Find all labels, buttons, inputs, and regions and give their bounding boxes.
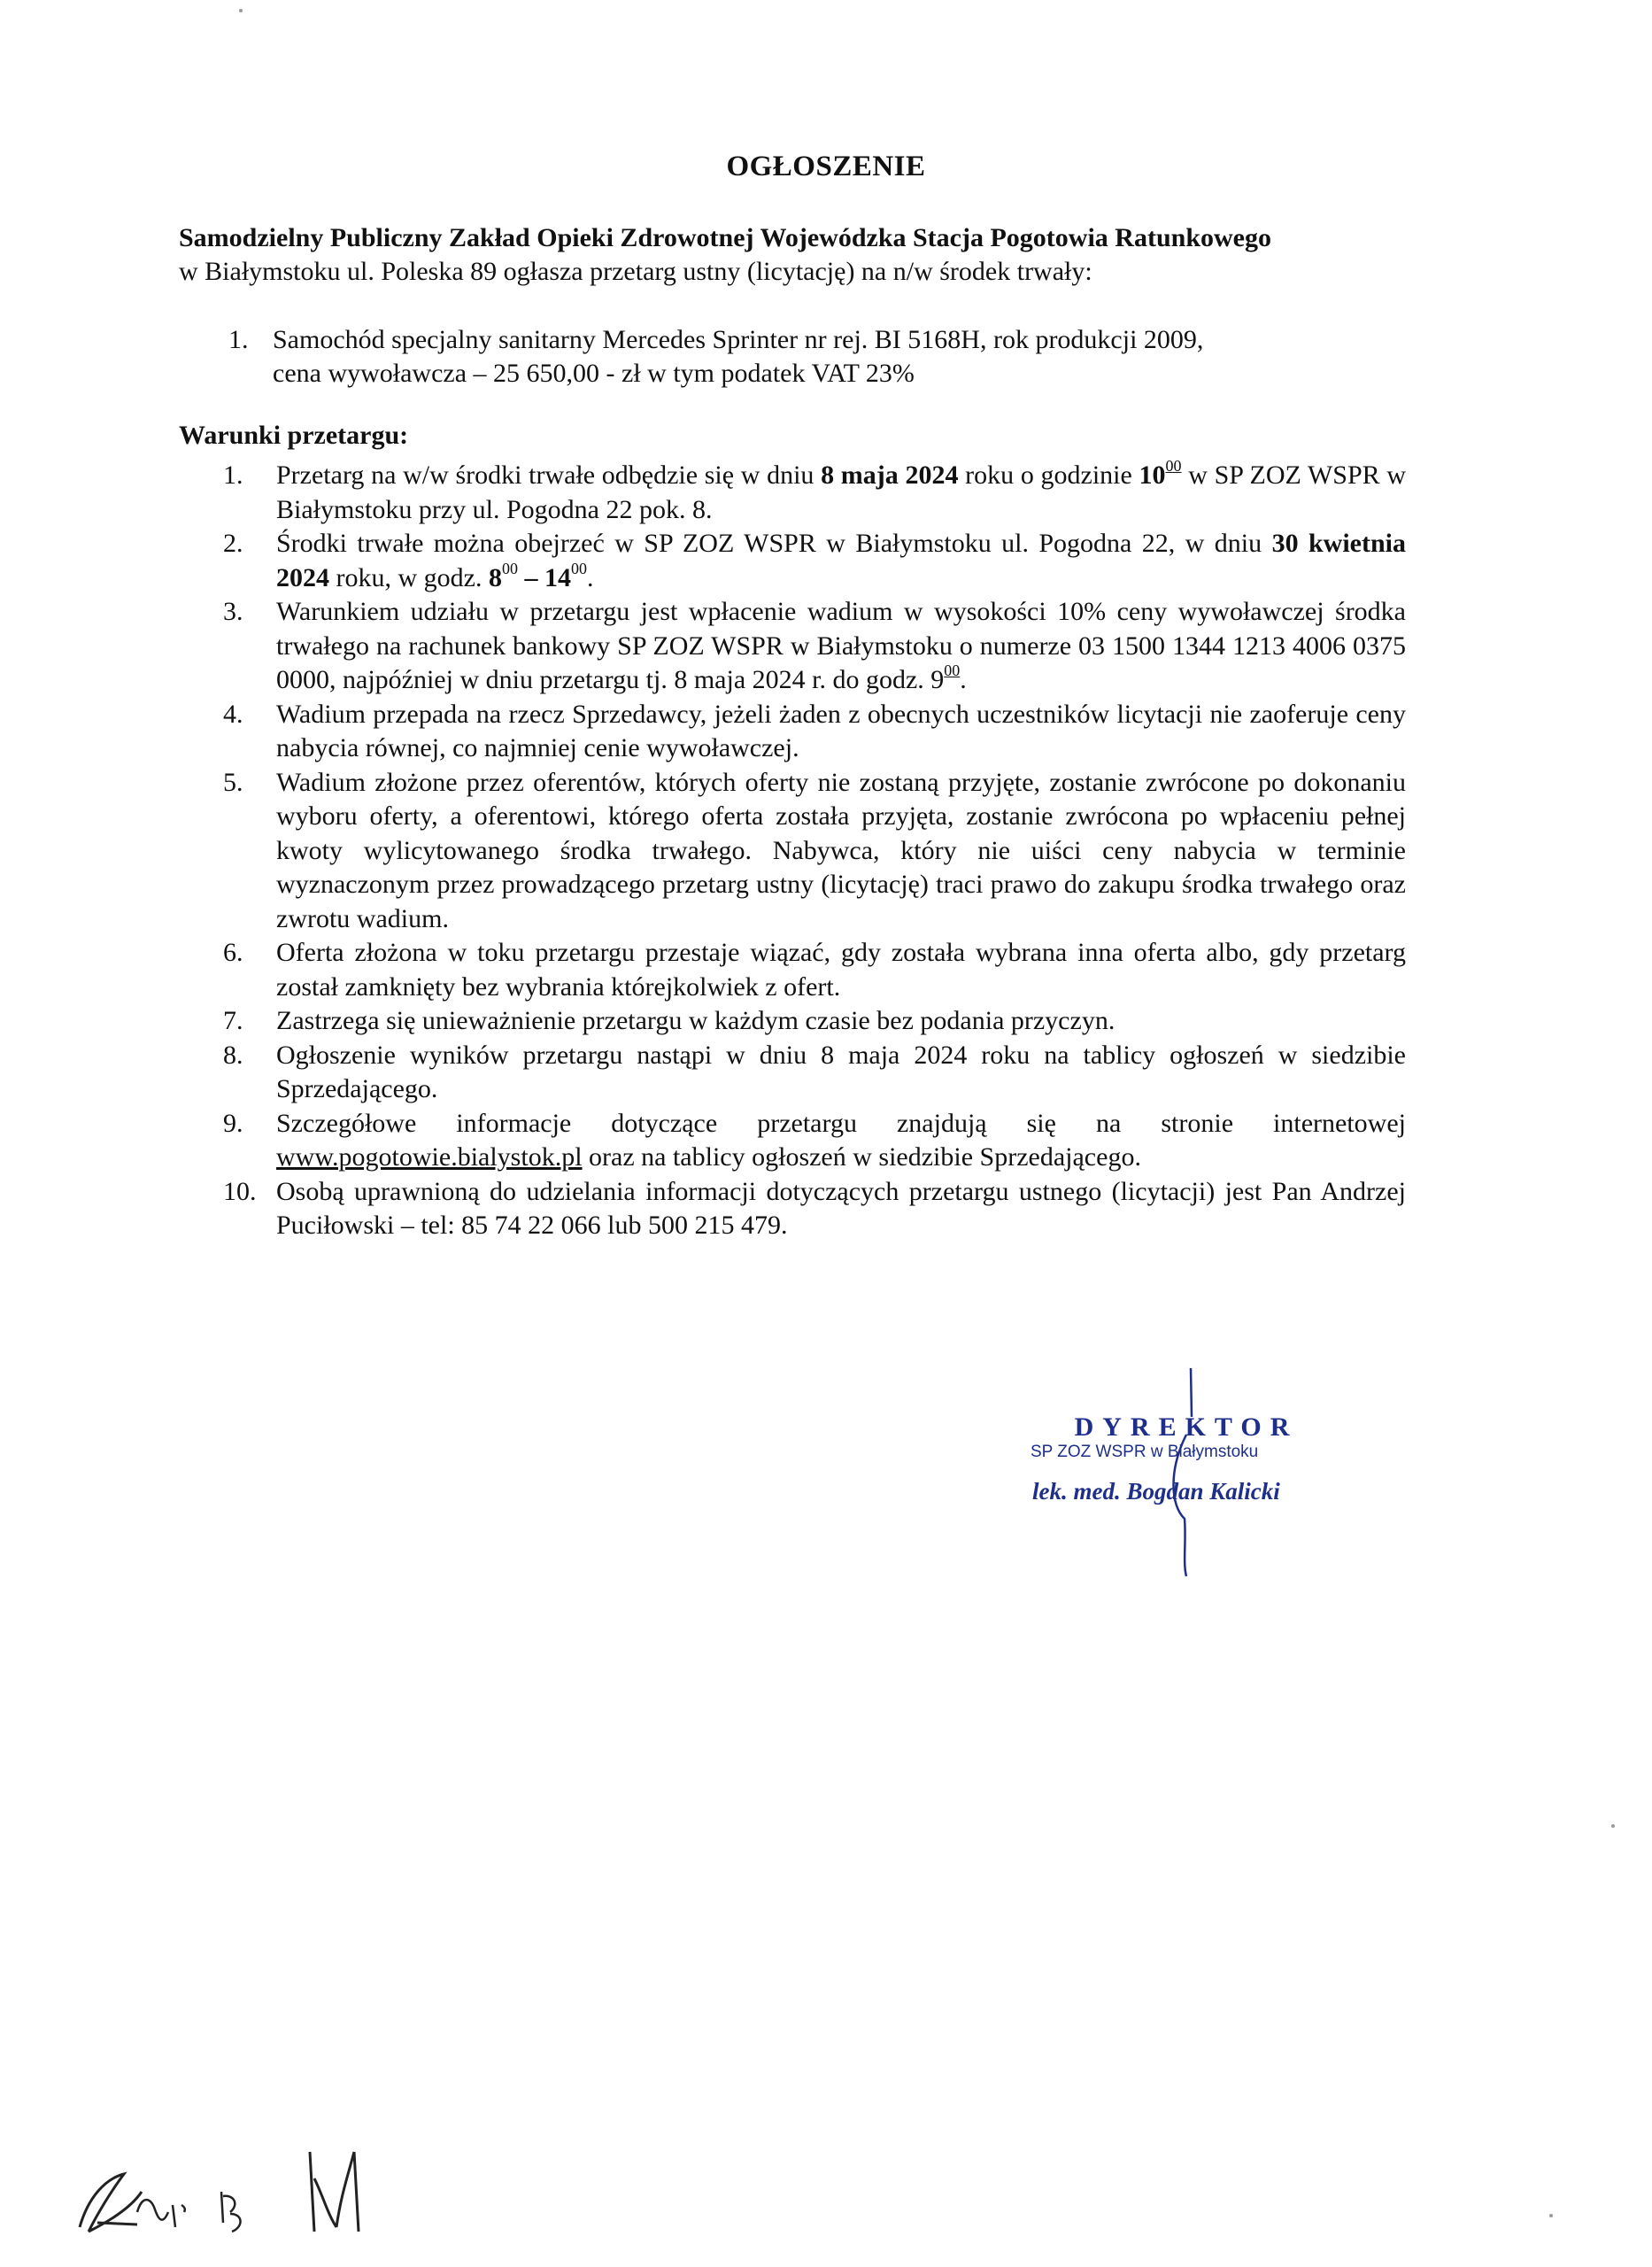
intro-paragraph — [179, 221, 1401, 289]
list-item — [228, 323, 1397, 391]
document-title: OGŁOSZENIE — [726, 151, 926, 182]
condition-number: 6. — [223, 938, 243, 967]
condition-number: 7. — [223, 1006, 243, 1035]
item-line: cena wywoławcza – 25 650,00 - zł w tym podatek VAT 23% — [273, 359, 915, 388]
condition-number: 5. — [223, 767, 243, 797]
condition-text: Warunkiem udziału w przetargu jest wpłacenie wadium w wysokości 10% ceny wywoławczej środka trwałego na rachunek bankowy SP ZOZ WSPR w Białymstoku o numerze 03 1500 1344 1213 4006 0375 0000, najpóźniej w dniu przetargu tj. 8 maja 2024 r. do godz. $9^{00}$. — [276, 597, 1406, 694]
condition-number: 9. — [223, 1108, 243, 1138]
items-list — [228, 323, 1397, 391]
list-item — [223, 766, 1406, 937]
conditions-list — [223, 459, 1406, 1243]
organization-name: Samodzielny Publiczny Zakład Opieki Zdrowotnej Wojewódzka Stacja Pogotowia Ratunkowego — [179, 223, 1271, 252]
stamp-name: lek. med. Bogdan Kalicki — [1032, 1478, 1280, 1505]
stamp-unit: SP ZOZ WSPR w Białymstoku — [1031, 1443, 1259, 1461]
condition-text: Wadium przepada na rzecz Sprzedawcy, jeżeli żaden z obecnych uczestników licytacji nie zaoferuje ceny nabycia równej, co najmniej cenie wywoławczej. — [276, 699, 1406, 762]
condition-text: Wadium złożone przez oferentów, których oferty nie zostaną przyjęte, zostanie zwrócone po dokonaniu wyboru oferty, a oferentowi, którego oferta została przyjęta, zostanie zwrócona po wpłaceniu pełnej kwoty wylicytowanego środka trwałego. Nabywca, który nie uiści ceny nabycia w terminie wyznaczonym przez prowadzącego przetarg ustny (licytację) traci prawo do zakupu środka trwałego oraz zwrotu wadium. — [276, 767, 1406, 933]
condition-text: Zastrzega się unieważnienie przetargu w każdym czasie bez podania przyczyn. — [276, 1006, 1115, 1035]
item-text — [273, 323, 1397, 391]
condition-number: 4. — [223, 699, 243, 729]
signature-stroke — [1160, 1364, 1213, 1585]
scan-speck — [1549, 2214, 1553, 2217]
condition-text: Środki trwałe można obejrzeć w SP ZOZ WSPR w Białymstoku ul. Pogodna 22, w dniu 30 kwietnia 2024 roku, w godz. $8^{00} - 14^{00}$. — [276, 529, 1406, 592]
condition-text: Oferta złożona w toku przetargu przestaje wiązać, gdy została wybrana inna oferta albo, gdy przetarg został zamknięty bez wybrania którejkolwiek z ofert. — [276, 938, 1406, 1002]
intro-text: w Białymstoku ul. Poleska 89 ogłasza przetarg ustny (licytację) na n/w środek trwały: — [179, 257, 1092, 286]
condition-text: Przetarg na w/w środki trwałe odbędzie się w dniu 8 maja 2024 roku o godzinie $10^{00}$ w SP ZOZ WSPR w Białymstoku przy ul. Pogodna 22 pok. 8. — [276, 457, 1407, 524]
scan-speck — [1611, 1824, 1615, 1828]
condition-text: Szczegółowe informacje dotyczące przetargu znajdują się na stronie internetowej www.pogotowie.bialystok.pl oraz na tablicy ogłoszeń w siedzibie Sprzedającego. — [276, 1108, 1406, 1172]
condition-number: 1. — [223, 460, 243, 490]
list-item — [223, 936, 1406, 1004]
stamp-title: DYREKTOR — [1074, 1412, 1299, 1442]
item-number: 1. — [228, 325, 249, 354]
condition-number: 8. — [223, 1040, 243, 1070]
handwritten-initials — [71, 2143, 425, 2249]
list-item — [223, 1039, 1406, 1107]
conditions-heading: Warunki przetargu: — [179, 421, 409, 450]
list-item — [223, 1175, 1406, 1243]
list-item — [223, 698, 1406, 766]
website-link[interactable]: www.pogotowie.bialystok.pl — [276, 1142, 583, 1172]
list-item — [223, 527, 1406, 595]
condition-number: 2. — [223, 529, 243, 558]
list-item — [223, 1107, 1406, 1175]
list-item — [223, 1004, 1406, 1039]
condition-text: Osobą uprawnioną do udzielania informacji dotyczących przetargu ustnego (licytacji) jest Pan Andrzej Puciłowski – tel: 85 74 22 066 lub 500 215 479. — [276, 1176, 1406, 1240]
list-item — [223, 459, 1406, 527]
condition-number: 10. — [223, 1176, 257, 1206]
list-item — [223, 595, 1406, 698]
condition-number: 3. — [223, 597, 243, 626]
scan-speck — [239, 9, 243, 12]
item-line: Samochód specjalny sanitarny Mercedes Sprinter nr rej. BI 5168H, rok produkcji 2009, — [273, 325, 1204, 354]
condition-text: Ogłoszenie wyników przetargu nastąpi w dniu 8 maja 2024 roku na tablicy ogłoszeń w siedzibie Sprzedającego. — [276, 1040, 1406, 1103]
